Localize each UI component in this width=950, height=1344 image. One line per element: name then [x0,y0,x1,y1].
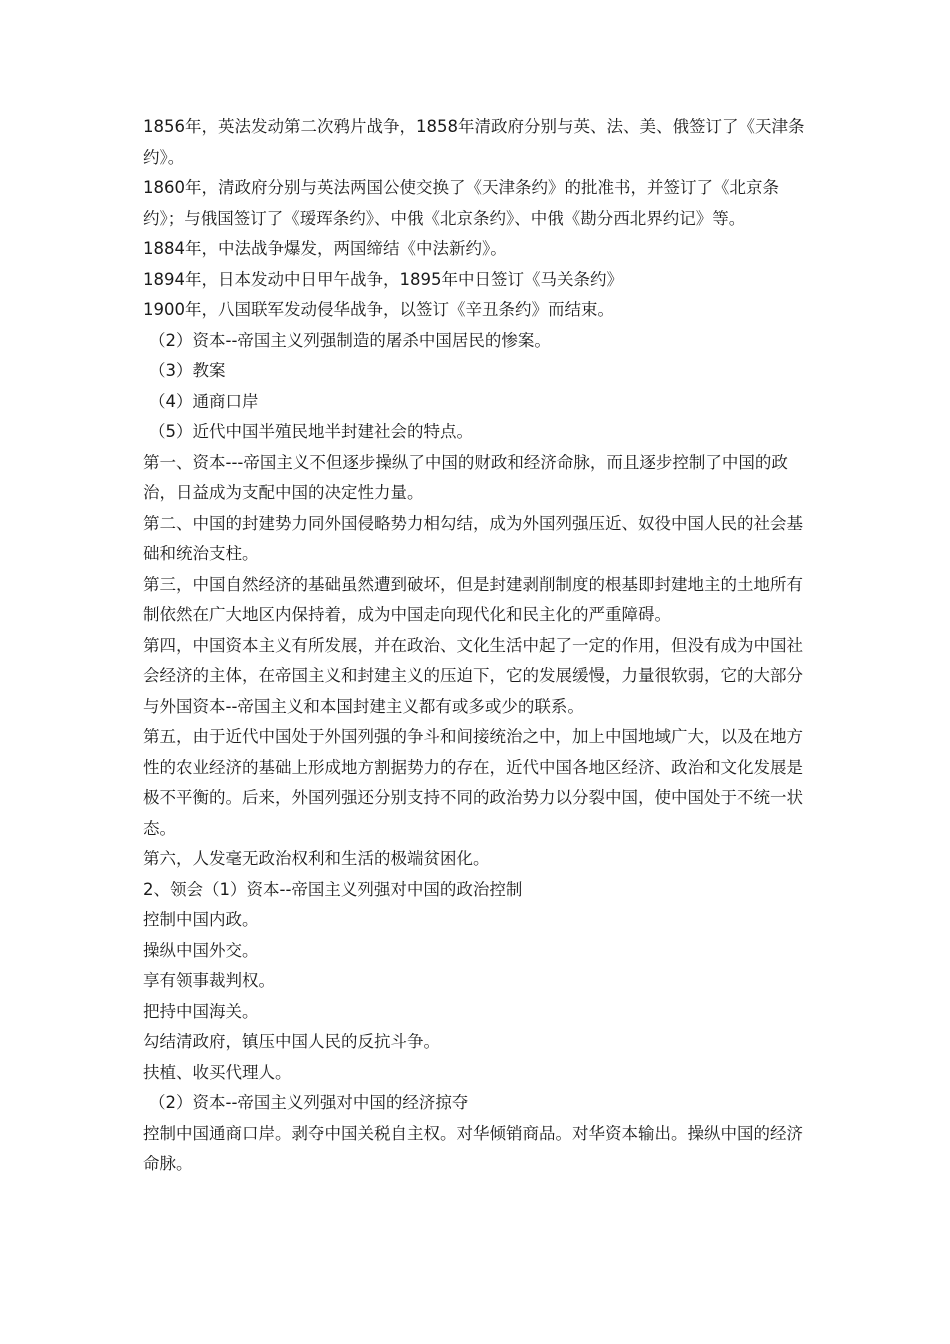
list-item-foreign-affairs: 操纵中国外交。 [143,940,259,960]
paragraph-1860-treaty-beijing: 1860年，清政府分别与英法两国公使交换了《天津条约》的批准书，并签订了《北京条约》；与俄国签订了《瑷珲条约》、中俄《北京条约》、中俄《勘分西北界约记》等。 [143,178,779,228]
paragraph-1894-sino-japanese-war: 1894年，日本发动中日甲午战争，1895年中日签订《马关条约》 [143,269,623,289]
list-item-agents: 扶植、收买代理人。 [143,1062,292,1082]
paragraph-1856-treaty-tianjin: 1856年，英法发动第二次鸦片战争，1858年清政府分别与英、法、美、俄签订了《天津条约》。 [143,117,805,167]
list-item-collusion-qing: 勾结清政府，镇压中国人民的反抗斗争。 [143,1032,440,1051]
paragraph-sixth-point: 第六，人发毫无政治权利和生活的极端贫困化。 [143,849,490,868]
paragraph-item-2-massacres: （2）资本--帝国主义列强制造的屠杀中国居民的惨案。 [149,330,551,350]
paragraph-1884-sino-french-war: 1884年，中法战争爆发，两国缔结《中法新约》。 [143,239,507,258]
paragraph-second-point: 第二、中国的封建势力同外国侵略势力相勾结，成为外国列强压近、奴役中国人民的社会基础和统治支柱。 [143,513,803,563]
paragraph-section-2-political-control: 2、领会（1）资本--帝国主义列强对中国的政治控制 [143,879,523,899]
paragraph-third-point: 第三，中国自然经济的基础虽然遭到破坏，但是封建剥削制度的根基即封建地主的土地所有制依然在广大地区内保持着，成为中国走向现代化和民主化的严重障碍。 [143,574,803,624]
list-item-consular-jurisdiction: 享有领事裁判权。 [143,971,275,990]
paragraph-item-3-missionary-cases: （3）教案 [149,361,226,380]
paragraph-1900-eight-nation-alliance: 1900年，八国联军发动侵华战争，以签订《辛丑条约》而结束。 [143,300,614,319]
list-item-customs: 把持中国海关。 [143,1001,259,1021]
paragraph-item-5-characteristics: （5）近代中国半殖民地半封建社会的特点。 [149,422,473,441]
paragraph-fifth-point: 第五，由于近代中国处于外国列强的争斗和间接统治之中，加上中国地域广大，以及在地方性的农业经济的基础上形成地方割据势力的存在，近代中国各地区经济、政治和文化发展是极不平衡的。后来，外国列强还分别支持不同的政治势力以分裂中国，使中国处于不统一状态。 [143,727,803,838]
paragraph-item-4-treaty-ports: （4）通商口岸 [149,391,259,411]
document-body [143,112,808,1180]
paragraph-first-point: 第一、资本---帝国主义不但逐步操纵了中国的财政和经济命脉，而且逐步控制了中国的政治，日益成为支配中国的决定性力量。 [143,452,788,502]
paragraph-economic-plunder-heading: （2）资本--帝国主义列强对中国的经济掠夺 [149,1093,469,1112]
list-item-domestic-control: 控制中国内政。 [143,910,259,929]
paragraph-economic-plunder-details: 控制中国通商口岸。剥夺中国关税自主权。对华倾销商品。对华资本输出。操纵中国的经济命脉。 [143,1123,803,1173]
paragraph-fourth-point: 第四，中国资本主义有所发展，并在政治、文化生活中起了一定的作用，但没有成为中国社会经济的主体，在帝国主义和封建主义的压迫下，它的发展缓慢，力量很软弱，它的大部分与外国资本--帝国主义和本国封建主义都有或多或少的联系。 [143,635,803,716]
